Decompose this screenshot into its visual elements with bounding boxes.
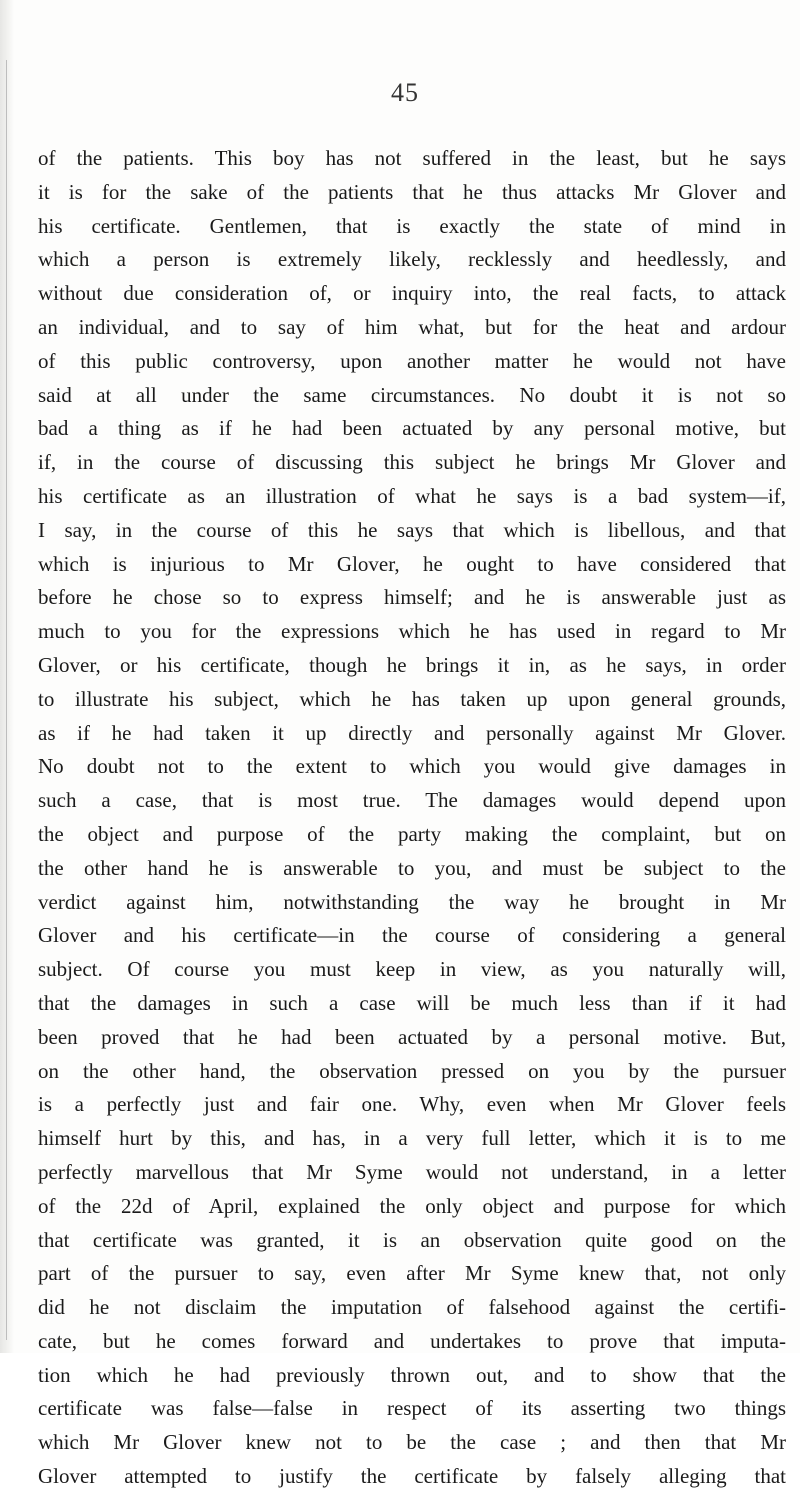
text-line: part of the pursuer to say, even after Mr Syme knew that, not only: [38, 1261, 786, 1286]
text-line: subject. Of course you must keep in view, as you naturally will,: [38, 957, 786, 982]
text-line: as if he had taken it up directly and personally against Mr Glover.: [38, 720, 786, 745]
text-line: it is for the sake of the patients that he thus attacks Mr Glover and: [38, 179, 786, 204]
text-line: Glover and his certificate—in the course of considering a general: [38, 923, 786, 948]
text-line: on the other hand, the observation pressed on you by the pursuer: [38, 1058, 786, 1083]
text-line: his certificate. Gentlemen, that is exactly the state of mind in: [38, 213, 786, 238]
text-line: tion which he had previously thrown out, and to show that the: [38, 1362, 786, 1387]
text-line: the object and purpose of the party making the complaint, but on: [38, 821, 786, 846]
text-line: his certificate as an illustration of what he says is a bad system—if,: [38, 483, 786, 508]
text-line: such a case, that is most true. The damages would depend upon: [38, 788, 786, 813]
text-line: the other hand he is answerable to you, and must be subject to the: [38, 855, 786, 880]
text-line: of the patients. This boy has not suffered in the least, but he says: [38, 146, 786, 170]
text-line: which Mr Glover knew not to be the case ; and then that Mr: [38, 1430, 786, 1455]
text-line: I say, in the course of this he says that which is libellous, and that: [38, 517, 786, 542]
text-line: which is injurious to Mr Glover, he ought to have considered that: [38, 551, 786, 576]
text-line: that certificate was granted, it is an observation quite good on the: [38, 1227, 786, 1252]
text-line: himself hurt by this, and has, in a very full letter, which it is to me: [38, 1126, 786, 1151]
text-line: to illustrate his subject, which he has taken up upon general grounds,: [38, 686, 786, 711]
page-binding-line: [6, 60, 7, 1340]
text-line: bad a thing as if he had been actuated by any personal motive, but: [38, 416, 786, 441]
text-line: perfectly marvellous that Mr Syme would not understand, in a letter: [38, 1159, 786, 1184]
body-text: [38, 142, 786, 1494]
text-line: is a perfectly just and fair one. Why, even when Mr Glover feels: [38, 1092, 786, 1117]
text-line: been proved that he had been actuated by a personal motive. But,: [38, 1024, 786, 1049]
page-binding-edge: [0, 0, 14, 1353]
text-line: certificate was false—false in respect of its asserting two things: [38, 1396, 786, 1421]
text-line: of this public controversy, upon another matter he would not have: [38, 348, 786, 373]
text-line: an individual, and to say of him what, but for the heat and ardour: [38, 314, 786, 339]
text-line: said at all under the same circumstances. No doubt it is not so: [38, 382, 786, 407]
text-line: that the damages in such a case will be much less than if it had: [38, 990, 786, 1015]
text-line: before he chose so to express himself; and he is answerable just as: [38, 585, 786, 610]
text-line: of the 22d of April, explained the only object and purpose for which: [38, 1193, 786, 1218]
text-line: if, in the course of discussing this subject he brings Mr Glover and: [38, 450, 786, 475]
text-line: without due consideration of, or inquiry into, the real facts, to attack: [38, 281, 786, 306]
text-line: which a person is extremely likely, recklessly and heedlessly, and: [38, 247, 786, 272]
page-number: 45: [391, 78, 419, 107]
text-line: No doubt not to the extent to which you would give damages in: [38, 754, 786, 779]
text-line: Glover attempted to justify the certificate by falsely alleging that: [38, 1464, 786, 1489]
text-line: cate, but he comes forward and undertakes to prove that imputa-: [38, 1328, 786, 1353]
text-line: verdict against him, notwithstanding the way he brought in Mr: [38, 889, 786, 914]
text-line: did he not disclaim the imputation of falsehood against the certifi-: [38, 1295, 786, 1320]
text-line: Glover, or his certificate, though he brings it in, as he says, in order: [38, 652, 786, 677]
text-line: much to you for the expressions which he has used in regard to Mr: [38, 619, 786, 644]
